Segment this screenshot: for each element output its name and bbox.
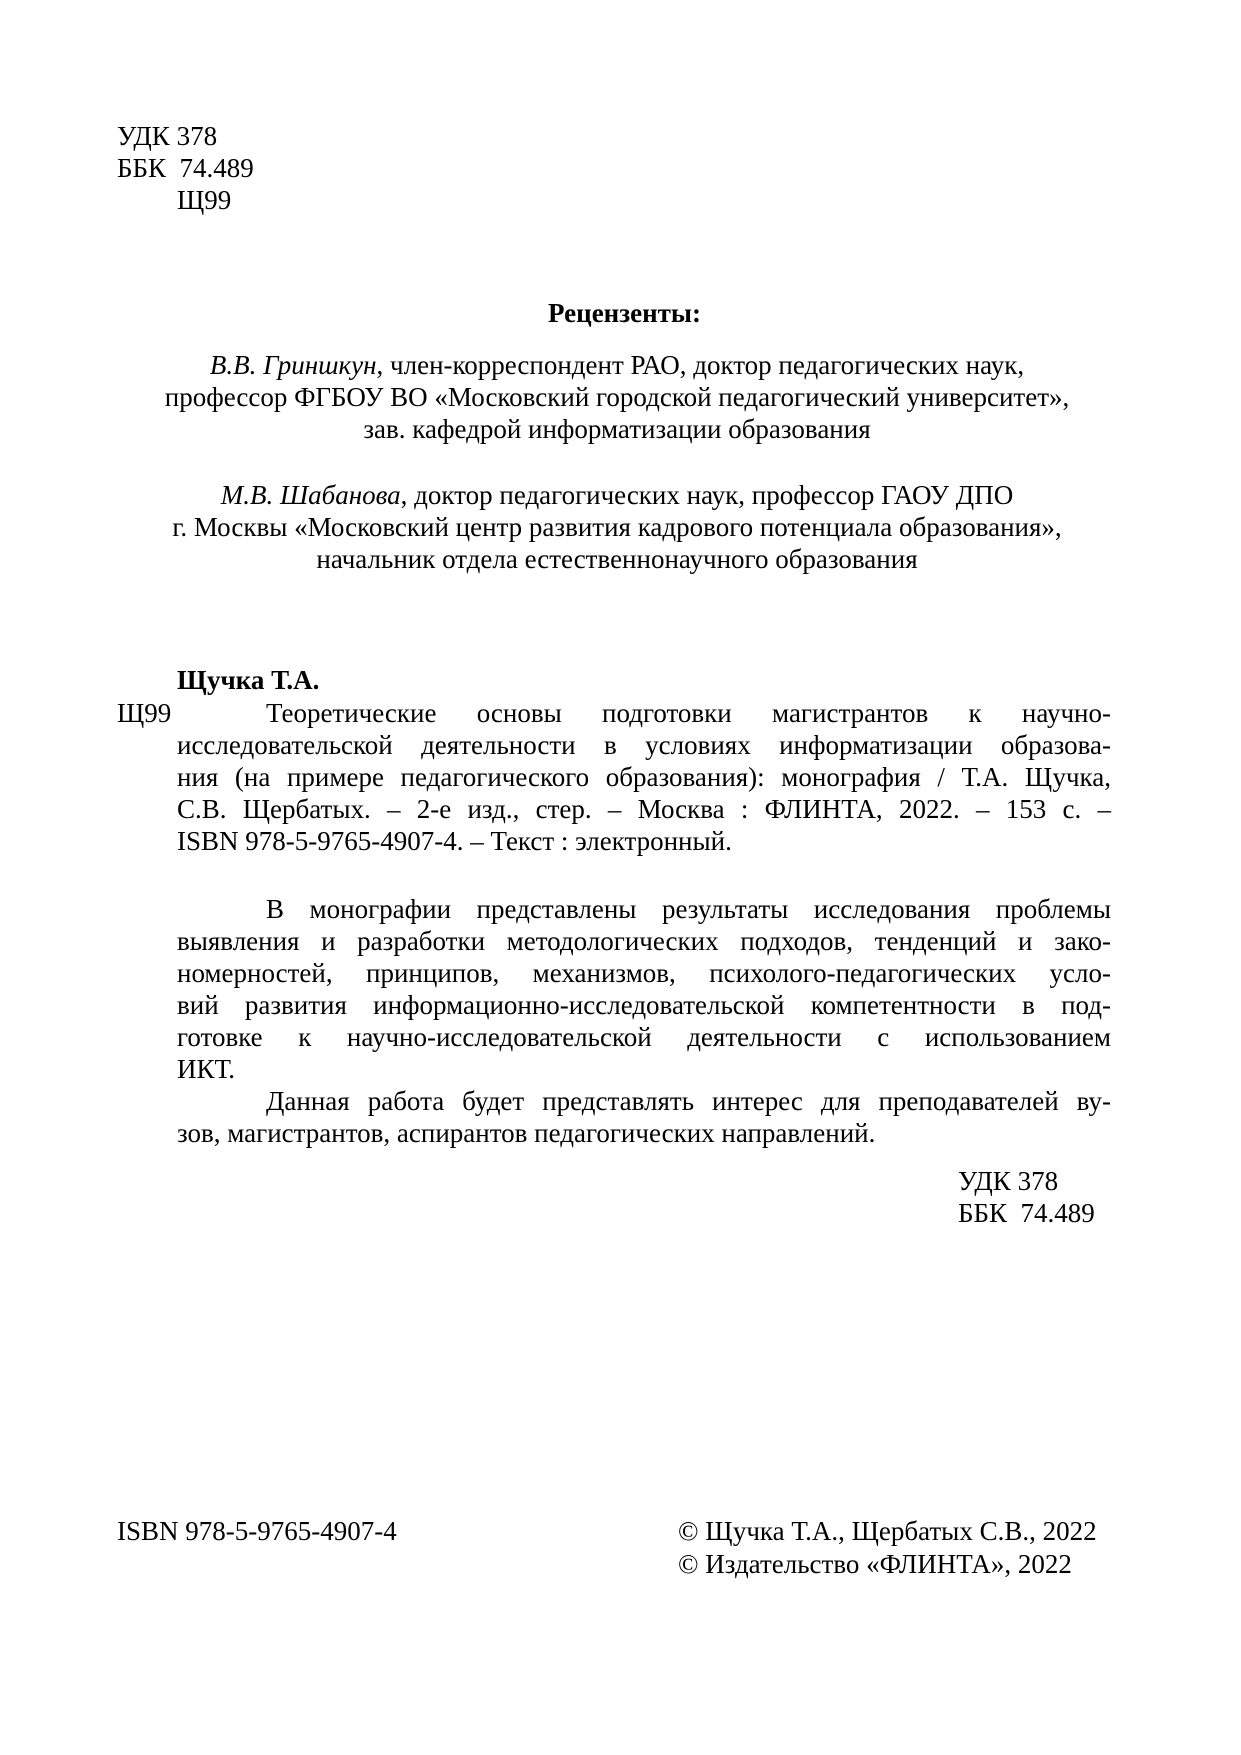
reviewer-2-line-1: М.В. Шабанова, доктор педагогических наук, профессор ГАОУ ДПО <box>220 480 1014 510</box>
udk-bottom: УДК 378 <box>958 1166 1059 1196</box>
author-mark-top: Щ99 <box>177 185 232 215</box>
abstract-line: номерностей, принципов, механизмов, психолого-педагогических усло- <box>177 958 1111 988</box>
bib-line: С.В. Щербатых. – 2-е изд., стер. – Москва : ФЛИНТА, 2022. – 153 с. – <box>177 794 1111 824</box>
abstract-line: ИКТ. <box>177 1054 236 1084</box>
bib-author: Щучка Т.А. <box>177 665 320 695</box>
reviewer-1-line-2: профессор ФГБОУ ВО «Московский городской педагогический университет», <box>164 382 1070 412</box>
isbn: ISBN 978-5-9765-4907-4 <box>117 1516 397 1546</box>
reviewer-2-name: М.В. Шабанова <box>220 480 401 510</box>
abstract-line: готовке к научно-исследовательской деятельности с использованием <box>177 1022 1111 1052</box>
reviewer-1-name: В.В. Гриншкун <box>209 350 377 380</box>
reviewer-1 <box>117 349 1117 445</box>
bib-line: ния (на примере педагогического образования): монография / Т.А. Щучка, <box>177 762 1111 792</box>
bib-line: Теоретические основы подготовки магистрантов к научно- <box>266 698 1111 728</box>
bbk-top: ББК 74.489 <box>117 153 254 183</box>
bib-description <box>177 697 1111 857</box>
bib-line: ISBN 978-5-9765-4907-4. – Текст : электронный. <box>177 826 732 856</box>
bib-mark: Щ99 <box>117 698 172 728</box>
reviewer-2-line-3: начальник отдела естественнонаучного образования <box>316 544 918 574</box>
reviewers-heading: Рецензенты: <box>548 298 701 328</box>
copyright-publisher: © Издательство «ФЛИНТА», 2022 <box>678 1549 1072 1579</box>
udk-top: УДК 378 <box>117 121 218 151</box>
bib-line: исследовательской деятельности в условиях информатизации образова- <box>177 730 1111 760</box>
reviewer-1-line-1: В.В. Гриншкун, член-корреспондент РАО, доктор педагогических наук, <box>209 350 1025 380</box>
abstract-line: вий развития информационно-исследовательской компетентности в под- <box>177 990 1111 1020</box>
abstract-line: зов, магистрантов, аспирантов педагогических направлений. <box>177 1118 876 1148</box>
reviewer-2-line-2: г. Москвы «Московский центр развития кадрового потенциала образования», <box>172 512 1062 542</box>
abstract-line: выявления и разработки методологических подходов, тенденций и зако- <box>177 926 1111 956</box>
bbk-bottom: ББК 74.489 <box>958 1198 1095 1228</box>
abstract <box>177 893 1111 1149</box>
reviewer-2 <box>117 479 1117 575</box>
abstract-line: Данная работа будет представлять интерес для преподавателей ву- <box>266 1086 1111 1116</box>
copyright-authors: © Щучка Т.А., Щербатых С.В., 2022 <box>678 1516 1097 1546</box>
abstract-line: В монографии представлены результаты исследования проблемы <box>266 894 1111 924</box>
reviewer-1-line-3: зав. кафедрой информатизации образования <box>363 414 871 444</box>
